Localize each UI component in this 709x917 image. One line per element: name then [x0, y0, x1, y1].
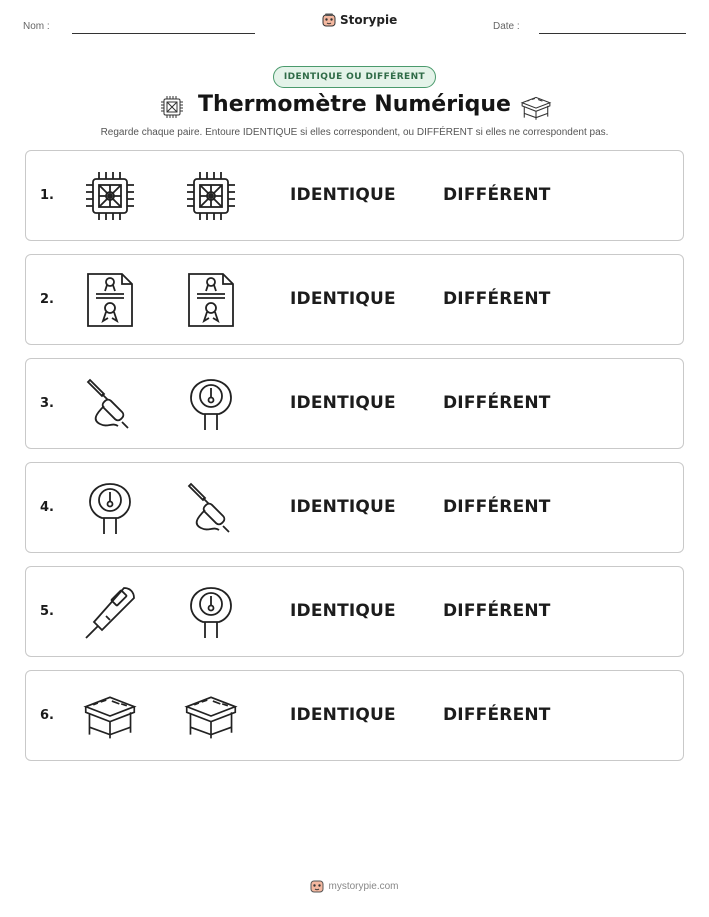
different-option[interactable]: DIFFÉRENT	[443, 601, 551, 621]
different-option[interactable]: DIFFÉRENT	[443, 497, 551, 517]
question-row-4	[25, 462, 684, 553]
question-row-3	[25, 358, 684, 449]
question-row-2	[25, 254, 684, 345]
certificate-icon	[82, 272, 138, 328]
brand-logo	[322, 13, 397, 27]
soldering-iron-icon	[183, 480, 239, 536]
question-row-5	[25, 566, 684, 657]
storypie-mascot-icon	[310, 879, 324, 893]
identique-option[interactable]: IDENTIQUE	[290, 601, 396, 621]
row-number: 1.	[40, 188, 54, 203]
microchip-icon	[82, 168, 138, 224]
category-badge: IDENTIQUE OU DIFFÉRENT	[273, 66, 436, 88]
row-number: 6.	[40, 708, 54, 723]
identique-option[interactable]: IDENTIQUE	[290, 289, 396, 309]
name-line[interactable]	[72, 33, 255, 34]
question-row-6	[25, 670, 684, 761]
storypie-mascot-icon	[322, 13, 336, 27]
identique-option[interactable]: IDENTIQUE	[290, 497, 396, 517]
identique-option[interactable]: IDENTIQUE	[290, 185, 396, 205]
row-number: 4.	[40, 500, 54, 515]
row-number: 3.	[40, 396, 54, 411]
microchip-icon	[183, 168, 239, 224]
sensor-icon	[82, 480, 138, 536]
different-option[interactable]: DIFFÉRENT	[443, 393, 551, 413]
sensor-icon	[183, 584, 239, 640]
identique-option[interactable]: IDENTIQUE	[290, 393, 396, 413]
workbench-icon	[520, 92, 552, 127]
footer	[0, 879, 709, 893]
row-number: 2.	[40, 292, 54, 307]
footer-url[interactable]: mystorypie.com	[328, 880, 399, 892]
sensor-icon	[183, 376, 239, 432]
instructions: Regarde chaque paire. Entoure IDENTIQUE si elles correspondent, ou DIFFÉRENT si elles ne correspondent pas.	[100, 127, 609, 138]
workbench-icon	[183, 688, 239, 744]
soldering-iron-icon	[82, 376, 138, 432]
certificate-icon	[183, 272, 239, 328]
date-label: Date :	[493, 21, 520, 32]
question-row-1	[25, 150, 684, 241]
digital-thermometer-icon	[82, 584, 138, 640]
different-option[interactable]: DIFFÉRENT	[443, 289, 551, 309]
identique-option[interactable]: IDENTIQUE	[290, 705, 396, 725]
brand-name: Storypie	[340, 13, 398, 27]
different-option[interactable]: DIFFÉRENT	[443, 705, 551, 725]
date-line[interactable]	[539, 33, 686, 34]
workbench-icon	[82, 688, 138, 744]
different-option[interactable]: DIFFÉRENT	[443, 185, 551, 205]
row-number: 5.	[40, 604, 54, 619]
page-title: Thermomètre Numérique	[198, 92, 511, 117]
name-label: Nom :	[23, 21, 50, 32]
